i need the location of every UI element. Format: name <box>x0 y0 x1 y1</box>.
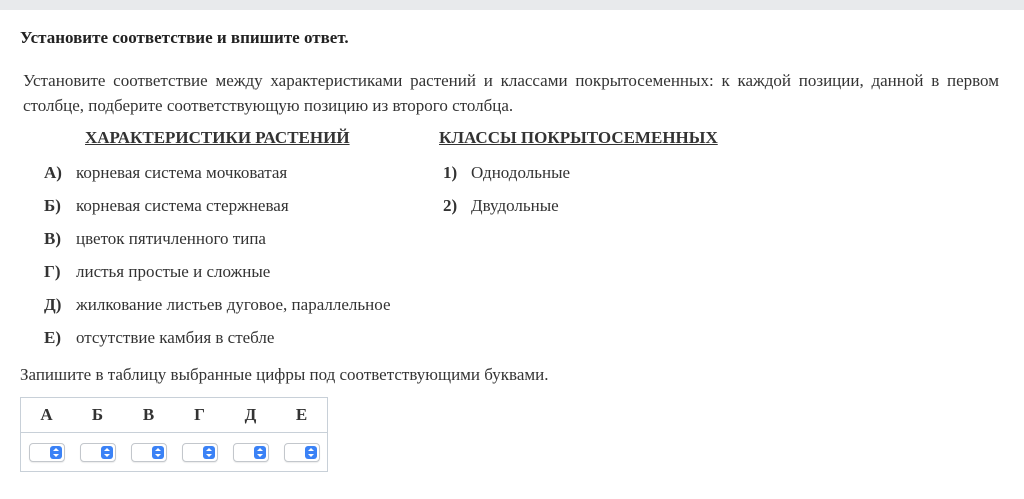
task-description: Установите соответствие между характеристиками растений и классами покрытосеменных: к каждой позиции, данной в первом столбце, подберите соответствующую позицию из второго столбца. <box>23 71 999 115</box>
answer-cell <box>225 433 276 472</box>
item-text: корневая система стержневая <box>76 196 289 215</box>
characteristic-item-d <box>44 295 391 315</box>
item-key: 2) <box>443 196 458 215</box>
letter-header-d: Д <box>225 398 276 433</box>
characteristic-item-v <box>44 229 266 249</box>
item-text: цветок пятичленного типа <box>76 229 266 248</box>
item-text: отсутствие камбия в стебле <box>76 328 275 347</box>
select-stepper-icon <box>305 446 317 459</box>
item-text: жилкование листьев дуговое, параллельное <box>76 295 391 314</box>
answer-cell <box>123 433 174 472</box>
answer-select-b[interactable] <box>80 443 116 462</box>
classes-header: КЛАССЫ ПОКРЫТОСЕМЕННЫХ <box>439 128 718 147</box>
letter-header-a: А <box>21 398 73 433</box>
letter-header-v: В <box>123 398 174 433</box>
answer-table <box>20 397 328 472</box>
item-key: В) <box>44 229 61 248</box>
select-stepper-icon <box>101 446 113 459</box>
characteristic-item-b <box>44 196 289 216</box>
answer-select-row <box>21 433 328 472</box>
characteristic-item-a <box>44 163 287 183</box>
top-bar <box>0 0 1024 10</box>
item-key: А) <box>44 163 62 182</box>
answer-select-v[interactable] <box>131 443 167 462</box>
answer-header-row <box>21 398 328 433</box>
letter-header-g: Г <box>174 398 225 433</box>
answer-select-d[interactable] <box>233 443 269 462</box>
answer-cell <box>21 433 73 472</box>
characteristics-header: ХАРАКТЕРИСТИКИ РАСТЕНИЙ <box>85 128 350 147</box>
item-text: корневая система мочковатая <box>76 163 288 182</box>
answer-select-a[interactable] <box>29 443 65 462</box>
answer-cell <box>174 433 225 472</box>
class-item-1 <box>443 163 570 183</box>
item-key: Е) <box>44 328 61 347</box>
select-stepper-icon <box>203 446 215 459</box>
answer-select-e[interactable] <box>284 443 320 462</box>
item-text: Однодольные <box>471 163 571 182</box>
select-stepper-icon <box>50 446 62 459</box>
characteristic-item-e <box>44 328 274 348</box>
letter-header-b: Б <box>72 398 123 433</box>
answer-instruction: Запишите в таблицу выбранные цифры под соответствующими буквами. <box>20 365 549 384</box>
answer-cell <box>276 433 328 472</box>
answer-select-g[interactable] <box>182 443 218 462</box>
select-stepper-icon <box>152 446 164 459</box>
task-heading: Установите соответствие и впишите ответ. <box>20 28 349 47</box>
item-key: Г) <box>44 262 61 281</box>
characteristic-item-g <box>44 262 270 282</box>
answer-cell <box>72 433 123 472</box>
item-key: 1) <box>443 163 458 182</box>
select-stepper-icon <box>254 446 266 459</box>
letter-header-e: Е <box>276 398 328 433</box>
item-text: листья простые и сложные <box>76 262 271 281</box>
item-text: Двудольные <box>471 196 559 215</box>
item-key: Б) <box>44 196 61 215</box>
class-item-2 <box>443 196 559 216</box>
item-key: Д) <box>44 295 62 314</box>
